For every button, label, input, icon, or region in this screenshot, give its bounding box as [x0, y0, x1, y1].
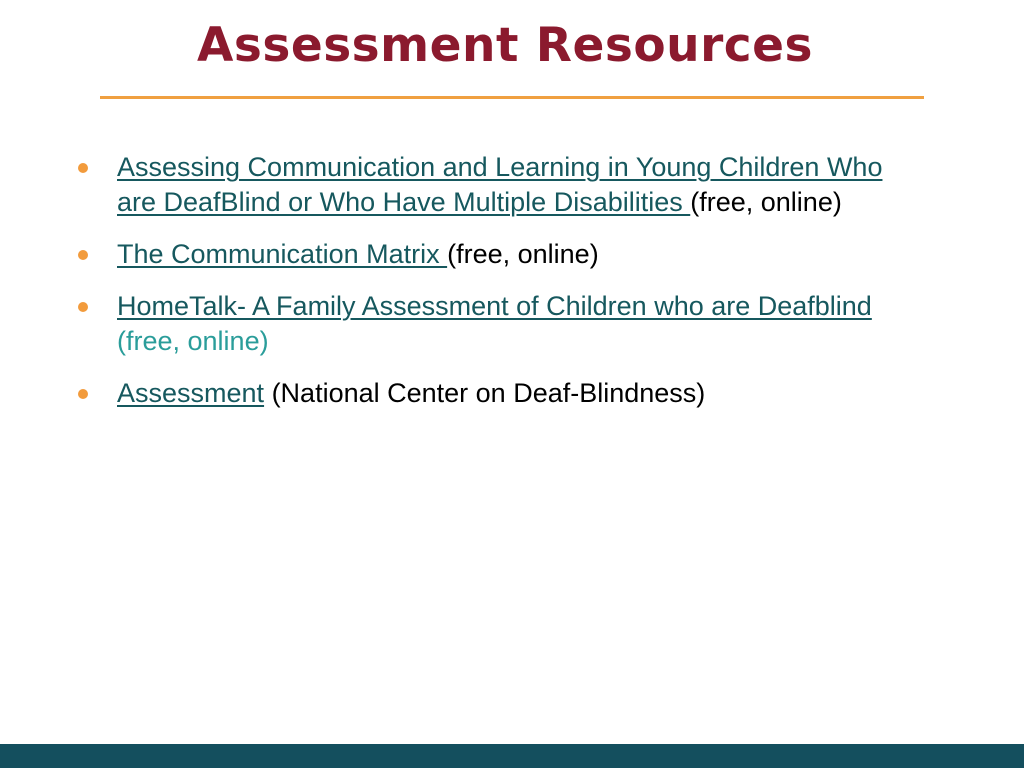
resource-note: (free, online)	[690, 187, 842, 217]
bullet-dot-icon	[78, 250, 88, 260]
footer-bar	[0, 744, 1024, 768]
bullet-dot-icon	[78, 163, 88, 173]
link-assessment-ncdb[interactable]: Assessment	[117, 378, 265, 408]
resource-note: (free, online)	[117, 326, 269, 356]
resource-note: (free, online)	[447, 239, 599, 269]
slide-title: Assessment Resources	[197, 18, 813, 73]
list-item	[78, 376, 898, 411]
link-hometalk[interactable]: HomeTalk- A Family Assessment of Children who are Deafblind	[117, 291, 872, 321]
list-item	[78, 237, 898, 272]
list-item	[78, 150, 898, 220]
link-assessing-communication[interactable]: Assessing Communication and Learning in Young Children Who are DeafBlind or Who Have Multiple Disabilities	[117, 152, 883, 217]
title-divider	[100, 96, 924, 99]
bullet-dot-icon	[78, 302, 88, 312]
link-communication-matrix[interactable]: The Communication Matrix	[117, 239, 448, 269]
bullet-dot-icon	[78, 389, 88, 399]
resource-note: (National Center on Deaf-Blindness)	[264, 378, 706, 408]
list-item	[78, 289, 898, 359]
resource-list	[78, 150, 898, 428]
